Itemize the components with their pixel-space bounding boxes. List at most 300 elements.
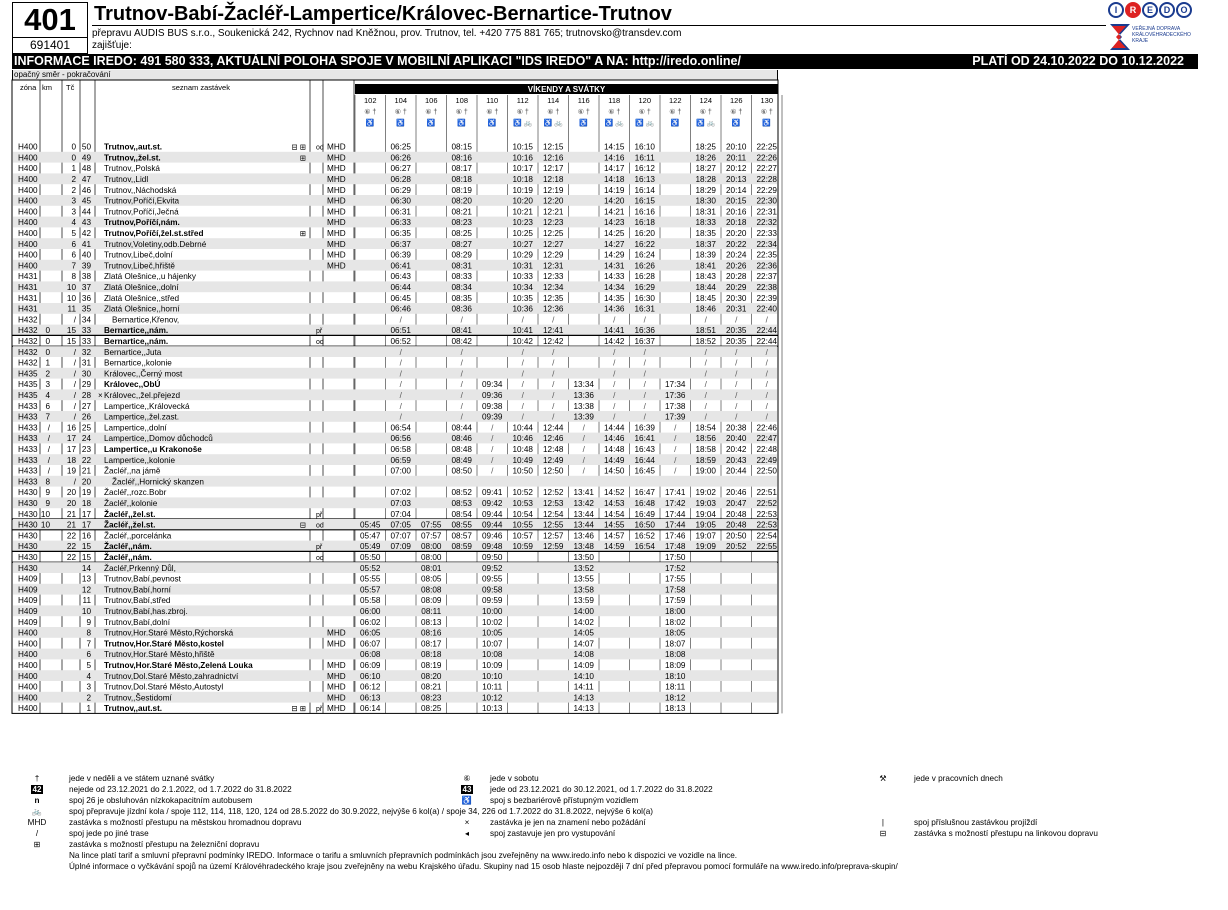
row-time: 16:20	[634, 229, 655, 238]
row-time: 09:36	[482, 391, 503, 400]
row-time: 20:43	[726, 455, 747, 465]
row-time: 12:15	[543, 142, 564, 152]
low-capacity-icon: n	[34, 796, 40, 805]
row-time: 18:10	[665, 671, 686, 681]
legend-exit-only: spoj zastavuje jen pro vystupování	[490, 829, 616, 838]
trip-days-icon: ⑥ †	[516, 109, 529, 116]
row-time: 08:20	[451, 196, 472, 206]
carrier-text: AUDIS BUS s.r.o., Soukenická 242, Rychnov nad Kněžnou, prov. Trutnov, tel. +420 775 881 765; trutnovsko@transdev.com	[134, 28, 682, 39]
row-stop-name: Trutnov,Hor.Staré Město,Zelená Louka	[104, 661, 253, 670]
row-time: 09:44	[482, 520, 503, 530]
row-km-b: 4	[71, 218, 76, 228]
row-time: 14:50	[604, 466, 625, 476]
row-stop-name: Trutnov,,aut.st.	[104, 704, 163, 714]
row-time: 14:46	[604, 434, 625, 444]
row-time: /	[582, 423, 585, 433]
request-stop-icon: ×	[464, 818, 470, 827]
row-time: 12:53	[543, 499, 564, 508]
row-time: 22:30	[756, 196, 777, 206]
row-time: 14:31	[604, 261, 625, 271]
row-time: 10:07	[482, 639, 503, 649]
row-time: /	[613, 315, 616, 325]
row-time: 18:28	[695, 175, 716, 184]
row-time: 06:51	[390, 326, 411, 336]
row-time: 20:12	[726, 164, 747, 174]
row-stop-name: Trutnov,Voletiny,odb.Debrné	[104, 239, 207, 249]
row-time: /	[491, 423, 494, 433]
row-time: 13:36	[573, 391, 594, 400]
row-time: 16:39	[634, 423, 655, 433]
row-time: 10:05	[482, 628, 503, 638]
row-time: /	[552, 358, 555, 368]
row-time: 17:48	[665, 542, 686, 552]
row-zone: H430	[18, 488, 38, 498]
row-mhd: MHD	[327, 704, 346, 714]
row-zone: H431	[18, 272, 38, 282]
row-time: /	[552, 315, 555, 325]
row-time: 14:20	[604, 196, 625, 206]
row-time: /	[521, 358, 524, 368]
row-time: 18:00	[665, 607, 686, 616]
row-time: 10:13	[482, 704, 503, 714]
row-time: 14:36	[604, 304, 625, 314]
row-od: př	[316, 544, 323, 552]
row-time: 10:52	[512, 488, 533, 498]
row-time: 08:18	[421, 650, 442, 660]
row-time: 18:52	[695, 337, 716, 346]
row-time: /	[735, 369, 738, 379]
row-stop-name: Žacléř,,Hornický skanzen	[112, 477, 204, 487]
row-km-a: 3	[45, 380, 50, 390]
row-time: 20:46	[726, 488, 747, 498]
row-time: 14:05	[573, 628, 594, 638]
row-time: 22:47	[756, 434, 777, 444]
row-time: 08:23	[451, 218, 472, 228]
logo-letter: O	[1176, 2, 1192, 18]
row-time: 17:34	[665, 380, 686, 390]
row-time: 09:38	[482, 401, 503, 411]
row-time: 08:46	[451, 434, 472, 444]
row-time: 20:44	[726, 466, 747, 476]
row-time: 22:51	[756, 488, 777, 498]
row-mhd: MHD	[327, 196, 346, 206]
row-time: 06:37	[390, 239, 411, 249]
row-time: 18:51	[695, 326, 716, 336]
row-km-b: 10	[66, 293, 76, 303]
row-time: 14:17	[604, 164, 625, 174]
row-time: 20:14	[726, 185, 747, 195]
row-mhd: MHD	[327, 261, 346, 271]
row-time: 14:57	[604, 531, 625, 541]
row-time: 12:27	[543, 239, 564, 249]
row-time: 17:42	[665, 499, 686, 508]
row-time: 13:44	[573, 520, 594, 530]
row-time: 08:20	[421, 671, 442, 681]
row-zone: H409	[18, 617, 38, 627]
row-zone: H435	[18, 369, 38, 379]
trip-access-icon: ♿	[670, 120, 680, 127]
row-km-b: /	[73, 401, 76, 411]
row-mhd: MHD	[327, 671, 346, 681]
row-zone: H433	[18, 434, 38, 444]
row-km-b: 19	[66, 466, 76, 476]
direction-label: opačný směr - pokračování	[12, 70, 778, 80]
row-time: /	[765, 380, 768, 390]
line-code: 691401	[12, 38, 88, 54]
row-time: 14:10	[573, 671, 594, 681]
row-stop-name: Trutnov,Hor.Staré Město,Rýchorská	[104, 628, 234, 638]
row-time: 18:30	[695, 196, 716, 206]
row-zone: H431	[18, 293, 38, 303]
row-time: 22:37	[756, 272, 777, 282]
row-km-b: 11	[67, 304, 76, 314]
row-mhd: MHD	[327, 142, 346, 152]
row-time: 12:34	[543, 283, 564, 292]
row-time: /	[399, 401, 402, 411]
row-transfer-icon: ⊟	[299, 520, 306, 530]
row-time: 13:44	[573, 509, 594, 519]
row-time: 16:10	[634, 142, 655, 152]
row-time: 16:24	[634, 250, 655, 260]
row-time: /	[735, 412, 738, 422]
row-zone: H400	[18, 239, 38, 249]
row-time: 08:34	[451, 283, 472, 292]
row-time: 10:09	[482, 661, 503, 670]
row-time: /	[399, 369, 402, 379]
row-time: 16:37	[634, 337, 655, 346]
row-time: 18:12	[665, 693, 686, 703]
row-km-b: 17	[66, 434, 76, 444]
legend-low-capacity: spoj 26 je obsluhován nízkokapacitním autobusem	[69, 796, 253, 805]
row-mhd: MHD	[327, 153, 346, 163]
row-time: 14:13	[573, 704, 594, 714]
row-time: 18:54	[695, 423, 716, 433]
row-time: /	[765, 401, 768, 411]
row-zone: H409	[18, 585, 38, 595]
row-time: 05:45	[360, 520, 381, 530]
row-km-b: 15	[66, 337, 76, 346]
row-zone: H400	[18, 164, 38, 174]
row-tc: 21	[81, 466, 91, 476]
row-mhd: MHD	[327, 218, 346, 228]
row-stop-name: Lampertice,,dolní	[104, 423, 167, 433]
row-stop-name: Žacléř,,nám.	[104, 542, 152, 552]
row-time: 08:13	[421, 617, 442, 627]
row-zone: H400	[18, 218, 38, 228]
row-stop-name: Bernartice,,nám.	[104, 337, 169, 346]
row-tc: 37	[81, 283, 91, 292]
trip-number: 104	[394, 96, 408, 105]
row-time: 12:21	[543, 207, 564, 217]
row-mhd: MHD	[327, 693, 346, 703]
row-time: 06:31	[390, 207, 411, 217]
row-km-a: 4	[45, 391, 50, 400]
row-time: 06:30	[390, 196, 411, 206]
row-tc: 27	[81, 401, 91, 411]
row-time: /	[460, 412, 463, 422]
row-zone: H400	[18, 185, 38, 195]
row-time: /	[704, 380, 707, 390]
row-transfer-icon: ⊞	[299, 153, 306, 163]
row-zone: H433	[18, 466, 38, 476]
row-time: 08:21	[451, 207, 472, 217]
row-zone: H400	[18, 196, 38, 206]
row-time: /	[399, 347, 402, 357]
trip-number: 130	[760, 96, 774, 105]
row-km-a: /	[47, 445, 50, 454]
row-time: 08:16	[451, 153, 472, 163]
row-time: 10:16	[512, 153, 533, 163]
row-tc: 17	[81, 509, 91, 519]
row-time: 08:15	[451, 142, 472, 152]
row-time: 07:02	[390, 488, 411, 498]
row-time: 22:26	[756, 153, 777, 163]
row-stop-name: Žacléř,,kolonie	[104, 499, 158, 508]
legend-mhd: zastávka s možností přestupu na městskou hromadnou dopravu	[69, 818, 302, 827]
row-time: 08:25	[451, 229, 472, 238]
row-tc: 42	[81, 229, 91, 238]
row-time: 16:47	[634, 488, 655, 498]
row-km-a: /	[47, 434, 50, 444]
row-tc: 32	[81, 347, 91, 357]
row-tc: 31	[81, 358, 91, 368]
row-time: 19:04	[695, 509, 716, 519]
row-time: /	[735, 358, 738, 368]
row-time: 06:05	[360, 628, 381, 638]
row-km-b: 10	[66, 283, 76, 292]
row-time: 22:46	[756, 423, 777, 433]
row-stop-name: Trutnov,Dol.Staré Město,zahradnictví	[104, 671, 239, 681]
trip-days-icon: ⑥ †	[547, 109, 560, 116]
row-time: /	[460, 315, 463, 325]
row-km-b: 7	[71, 261, 76, 271]
train-icon: ⊞	[33, 840, 41, 849]
row-stop-name: Královec,,žel.přejezd	[104, 391, 180, 400]
row-time: 06:33	[390, 218, 411, 228]
row-time: 13:41	[573, 488, 594, 498]
row-time: 22:54	[756, 531, 777, 541]
row-tc: 11	[82, 596, 91, 606]
row-mhd: MHD	[327, 164, 346, 174]
row-time: 09:50	[482, 553, 503, 562]
row-time: 22:52	[756, 499, 777, 508]
row-time: 06:56	[390, 434, 411, 444]
row-time: /	[491, 455, 494, 465]
row-time: 10:46	[512, 434, 533, 444]
row-od: př	[316, 706, 323, 714]
row-time: 20:38	[726, 423, 747, 433]
km-header: km	[42, 83, 52, 92]
row-stop-name: Trutnov,Poříčí,nám.	[104, 218, 180, 228]
row-km-b: 21	[66, 520, 76, 530]
row-km-b: /	[73, 412, 76, 422]
row-zone: H435	[18, 391, 38, 400]
row-time: /	[643, 401, 646, 411]
row-stop-name: Bernartice,Křenov,	[112, 315, 180, 325]
row-time: 06:44	[390, 283, 411, 292]
row-time: 18:44	[695, 283, 716, 292]
row-time: /	[704, 401, 707, 411]
row-time: 22:44	[756, 337, 777, 346]
row-time: 16:30	[634, 293, 655, 303]
trip-number: 124	[699, 96, 713, 105]
trip-access-icon: ♿ 🚲	[543, 120, 563, 127]
logo-text: VEŘEJNÁ DOPRAVA KRÁLOVÉHRADECKÉHO KRAJE	[1132, 26, 1191, 44]
row-zone: H409	[18, 607, 38, 616]
trip-days-icon: ⑥ †	[455, 109, 468, 116]
row-time: 06:54	[390, 423, 411, 433]
trip-number: 110	[486, 96, 499, 105]
row-time: 17:41	[665, 488, 686, 498]
row-time: 20:16	[726, 207, 747, 217]
row-time: 14:11	[573, 682, 594, 692]
row-time: 18:13	[665, 704, 686, 714]
row-tc: 44	[81, 207, 91, 217]
row-time: 06:52	[390, 337, 411, 346]
row-time: 20:40	[726, 434, 747, 444]
row-time: 10:42	[512, 337, 533, 346]
row-stop-name: Zlatá Olešnice,,střed	[104, 293, 180, 303]
row-time: 08:48	[451, 445, 472, 454]
row-time: 06:07	[360, 639, 381, 649]
trip-days-icon: ⑥ †	[486, 109, 499, 116]
row-zone: H432	[18, 347, 38, 357]
trip-days-icon: ⑥ †	[760, 109, 773, 116]
row-zone: H400	[18, 650, 38, 660]
row-time: 14:44	[604, 423, 625, 433]
row-time: 20:50	[726, 531, 747, 541]
row-time: 17:38	[665, 401, 686, 411]
row-time: 06:45	[390, 293, 411, 303]
row-stop-name: Trutnov,Babí,střed	[104, 596, 171, 606]
row-stop-name: Bernartice,,nám.	[104, 326, 169, 336]
note-43-icon: 43	[462, 785, 472, 794]
row-tc: 5	[86, 661, 91, 670]
row-time: 08:49	[451, 455, 472, 465]
row-time: 14:16	[604, 153, 625, 163]
row-km-b: 3	[71, 207, 76, 217]
row-time: 20:42	[726, 445, 747, 454]
row-time: 14:18	[604, 175, 625, 184]
row-time: /	[613, 401, 616, 411]
row-od: od	[316, 339, 324, 346]
row-time: 12:35	[543, 293, 564, 303]
row-zone: H400	[18, 639, 38, 649]
row-time: 20:48	[726, 520, 747, 530]
row-time: 10:11	[482, 682, 503, 692]
stops-header: seznam zastávek	[172, 83, 230, 92]
row-time: /	[643, 412, 646, 422]
trip-number: 126	[729, 96, 743, 105]
row-stop-name: Trutnov,Babí,pevnost	[104, 574, 181, 584]
row-zone: H409	[18, 596, 38, 606]
row-time: 06:29	[390, 185, 411, 195]
row-time: 22:39	[756, 293, 777, 303]
row-tc: 14	[81, 563, 91, 573]
row-stop-name: Žacléř,,nám.	[104, 553, 152, 562]
row-time: 06:02	[360, 617, 381, 627]
row-time: 10:55	[512, 520, 533, 530]
row-km-b: 6	[71, 239, 76, 249]
row-time: /	[765, 369, 768, 379]
row-time: 16:50	[634, 520, 655, 530]
row-time: 13:55	[573, 574, 594, 584]
row-time: 08:21	[421, 682, 442, 692]
row-zone: H430	[18, 563, 38, 573]
row-time: /	[521, 380, 524, 390]
row-time: /	[460, 401, 463, 411]
row-time: 20:48	[726, 509, 747, 519]
row-time: 12:57	[543, 531, 564, 541]
trip-number: 116	[577, 96, 590, 105]
row-time: 16:54	[634, 542, 655, 552]
row-time: 10:57	[512, 531, 533, 541]
row-tc: 35	[81, 304, 91, 314]
legend-pass-through: spoj příslušnou zastávkou projíždí	[914, 818, 1038, 827]
row-tc: 43	[81, 218, 91, 228]
row-tc: 3	[86, 682, 91, 692]
row-time: 08:55	[451, 520, 472, 530]
row-time: 18:59	[695, 455, 716, 465]
legend-saturday: jede v sobotu	[490, 774, 539, 783]
row-time: 17:46	[665, 531, 686, 541]
row-time: 10:53	[512, 499, 533, 508]
row-time: 14:53	[604, 499, 625, 508]
row-km-a: 10	[40, 509, 50, 519]
row-tc: 25	[81, 423, 91, 433]
row-time: /	[399, 391, 402, 400]
row-time: /	[460, 391, 463, 400]
row-km-b: 1	[71, 164, 76, 174]
row-time: 12:55	[543, 520, 564, 530]
row-km-a: /	[47, 455, 50, 465]
row-time: 20:35	[726, 337, 747, 346]
row-time: 16:18	[634, 218, 655, 228]
trip-number: 120	[638, 96, 652, 105]
row-time: 14:07	[573, 639, 594, 649]
row-time: 06:39	[390, 250, 411, 260]
row-time: 10:33	[512, 272, 533, 282]
row-time: 10:20	[512, 196, 533, 206]
row-time: 22:34	[756, 239, 777, 249]
row-time: 12:48	[543, 445, 564, 454]
row-time: 06:28	[390, 175, 411, 184]
sunday-icon: †	[34, 774, 40, 783]
row-time: 20:26	[726, 261, 747, 271]
row-time: 09:52	[482, 563, 503, 573]
row-time: 10:12	[482, 693, 503, 703]
row-time: 10:18	[512, 175, 533, 184]
row-zone: H400	[18, 693, 38, 703]
row-time: 07:03	[390, 499, 411, 508]
row-time: /	[460, 358, 463, 368]
trip-access-icon: ♿	[579, 120, 589, 127]
row-zone: H400	[18, 682, 38, 692]
row-km-b: 8	[71, 272, 76, 282]
row-time: /	[399, 412, 402, 422]
row-time: /	[460, 369, 463, 379]
row-time: 08:27	[451, 239, 472, 249]
row-time: 05:55	[360, 574, 381, 584]
row-time: /	[613, 380, 616, 390]
row-time: 07:00	[390, 466, 411, 476]
legend-other-route: spoj jede po jiné trase	[69, 829, 149, 838]
row-tc: 12	[81, 585, 91, 595]
trip-access-icon: ♿ 🚲	[635, 120, 655, 127]
row-time: 18:26	[695, 153, 716, 163]
row-time: 22:44	[756, 326, 777, 336]
row-time: 20:29	[726, 283, 747, 292]
